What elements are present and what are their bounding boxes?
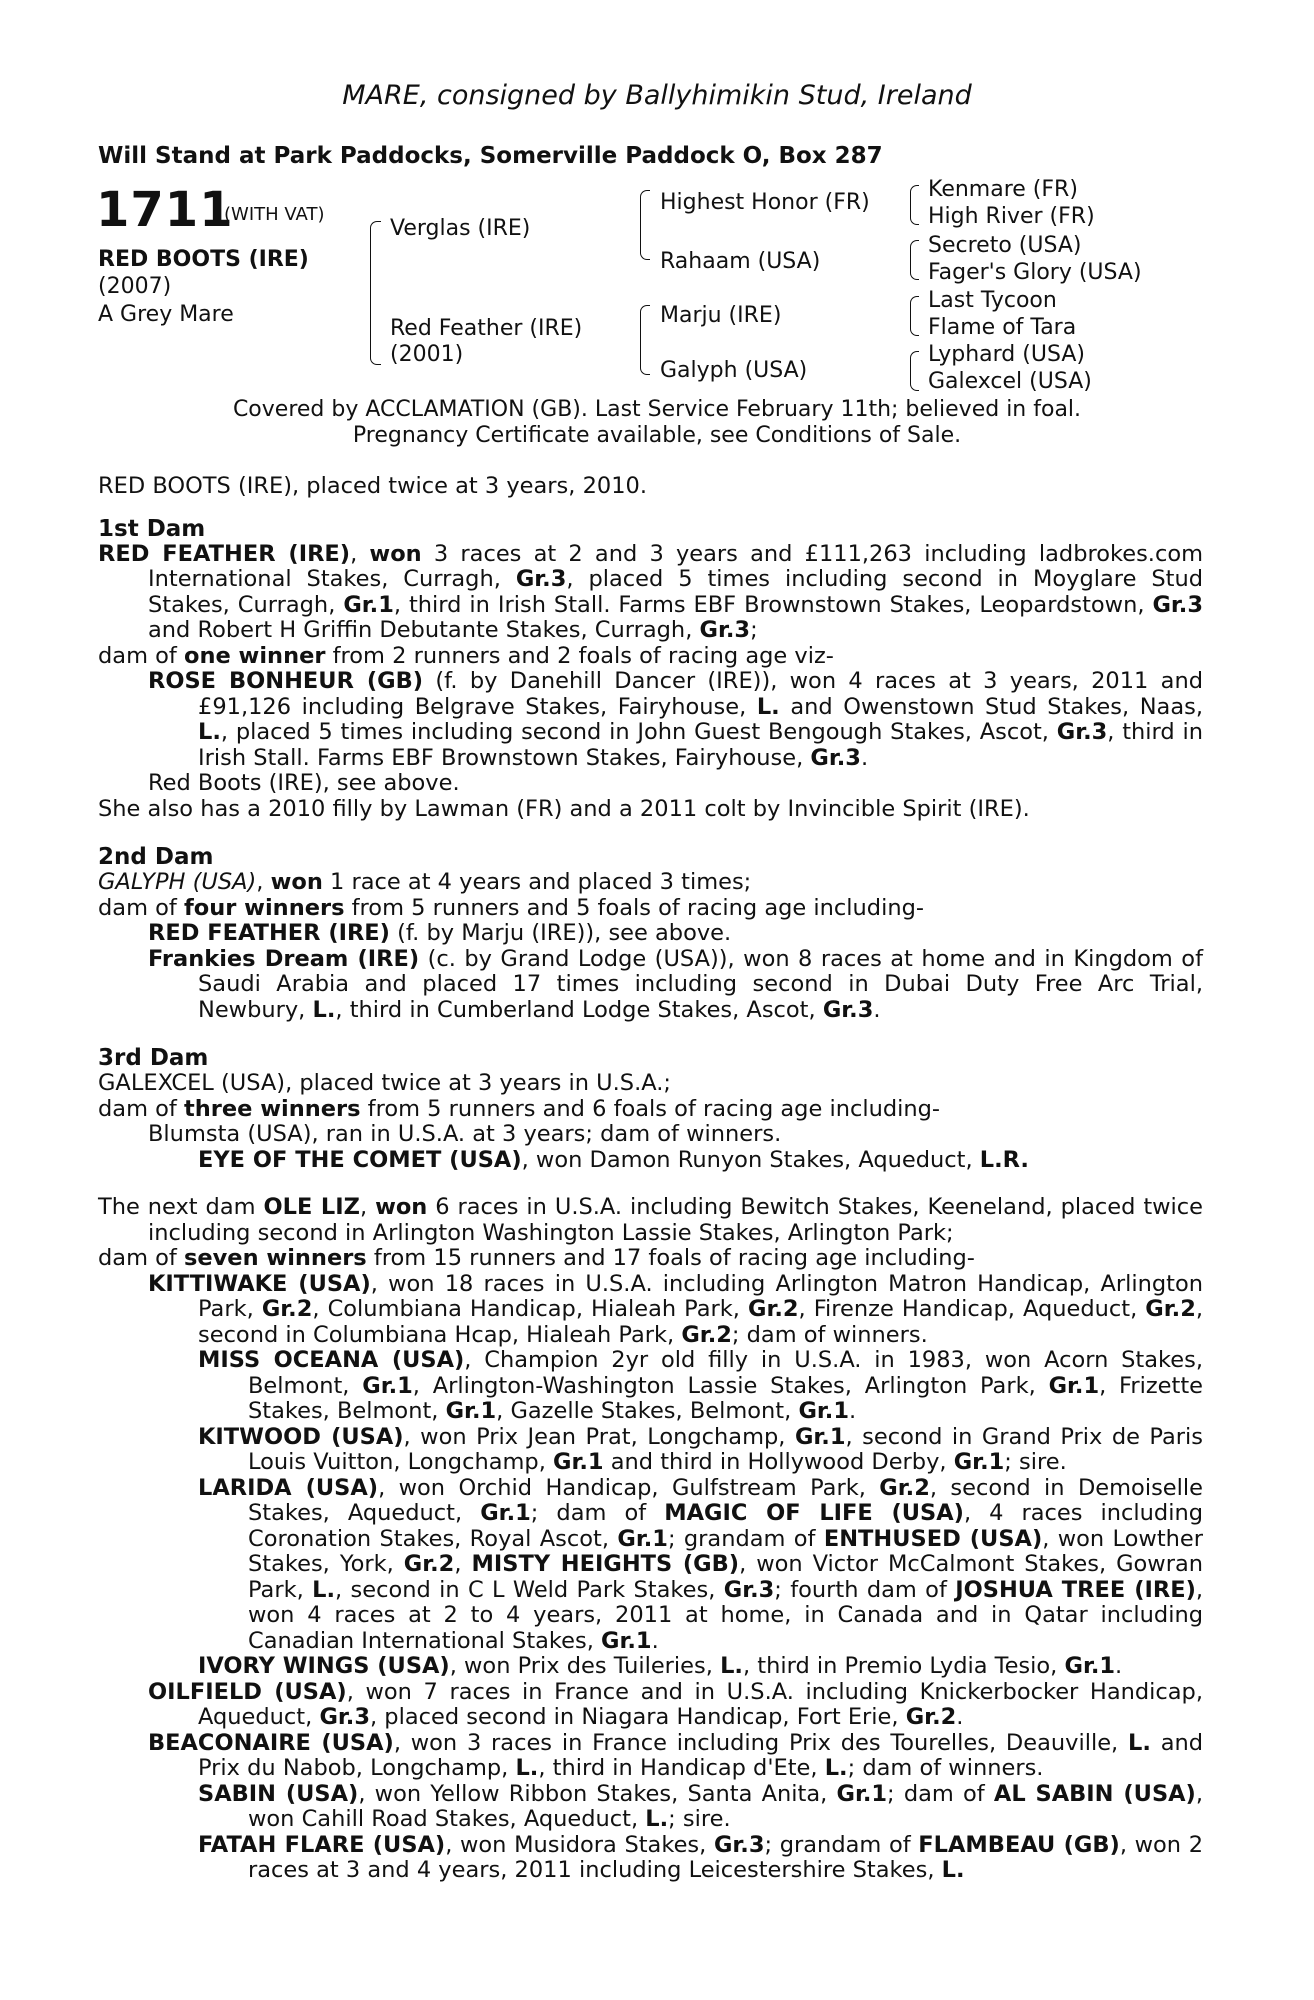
produce-name: FLAMBEAU (GB) bbox=[918, 1831, 1120, 1858]
winners-count: one winner bbox=[183, 642, 326, 669]
grade: L. bbox=[1128, 1729, 1151, 1756]
pregnancy-line: Pregnancy Certificate available, see Conditions of Sale. bbox=[352, 423, 962, 448]
produce-entry bbox=[98, 1782, 1203, 1833]
first-dam-heading: 1st Dam bbox=[98, 515, 206, 542]
grade: Gr.1 bbox=[362, 1372, 413, 1399]
horse-year: (2007) bbox=[98, 274, 172, 299]
text: and Owenstown Stud Stakes, Naas, bbox=[790, 693, 1204, 720]
text: , won 7 races in France and in U.S.A. including Knickerbocker Handicap, Aqueduct, bbox=[198, 1678, 1203, 1730]
sire: Verglas (IRE) bbox=[390, 216, 531, 241]
dam-name: OLE LIZ bbox=[263, 1194, 360, 1220]
second-dam-heading: 2nd Dam bbox=[98, 844, 214, 870]
text: ; dam of winners. bbox=[731, 1321, 928, 1348]
grade: Gr.2 bbox=[261, 1296, 313, 1322]
lot-number: 1711 bbox=[96, 182, 234, 238]
grade: Gr.1 bbox=[798, 1398, 849, 1424]
grade: Gr.1 bbox=[601, 1627, 652, 1654]
text: , second in C L Weld Park Stakes, bbox=[335, 1576, 716, 1603]
text: (c. by Grand Lodge (USA)), won 8 races at home and in Kingdom of Saudi Arabia and placed 17 times including second in Dubai Duty Free Arc Trial, Newbury, bbox=[198, 945, 1203, 1023]
text: , third in Irish Stall. Farms EBF Brownstown Stakes, Fairyhouse, bbox=[198, 719, 1203, 771]
produce-entry bbox=[98, 921, 1203, 947]
pedigree-brace-3 bbox=[640, 305, 650, 375]
grade: Gr.2 bbox=[747, 1296, 799, 1322]
produce-name: KITTIWAKE (USA) bbox=[148, 1270, 371, 1297]
grade: L. bbox=[312, 996, 336, 1023]
grandparent-6: Flame of Tara bbox=[928, 315, 1077, 340]
text: (f. by Danehill Dancer (IRE)), won 4 races at 3 years, 2011 and £91,126 including Belgrave Stakes, Fairyhouse, bbox=[198, 668, 1203, 720]
produce-name: BEACONAIRE (USA) bbox=[148, 1729, 394, 1756]
produce-name: Frankies Dream (IRE) bbox=[148, 945, 420, 972]
third-dam-record: GALEXCEL (USA), placed twice at 3 years in U.S.A.; bbox=[98, 1070, 671, 1096]
grade: Gr.2 bbox=[879, 1474, 930, 1501]
dam-name: RED FEATHER (IRE) bbox=[98, 540, 351, 567]
text: (f. by Marju (IRE)), see above. bbox=[397, 920, 732, 946]
produce-entry bbox=[98, 1272, 1203, 1349]
text: from 15 runners and 17 foals of racing age including- bbox=[373, 1245, 975, 1271]
sire-sire: Highest Honor (FR) bbox=[660, 190, 870, 215]
grade: L. bbox=[515, 1755, 539, 1781]
text: , won 2 races at 3 and 4 years, 2011 including Leicestershire Stakes, bbox=[248, 1831, 1204, 1883]
sire-dam: Rahaam (USA) bbox=[660, 249, 821, 274]
produce-name: JOSHUA TREE (IRE) bbox=[955, 1576, 1196, 1603]
grade: Gr.3 bbox=[699, 617, 751, 643]
pedigree-brace-2 bbox=[640, 190, 650, 260]
text: ; fourth dam of bbox=[774, 1576, 947, 1603]
text: from 5 runners and 6 foals of racing age including- bbox=[367, 1095, 941, 1122]
record-text: , placed 5 times including second in Moyglare Stud Stakes, Curragh, bbox=[148, 566, 1203, 618]
pedigree-brace-5 bbox=[910, 240, 919, 280]
grade: Gr.1 bbox=[953, 1449, 1005, 1475]
text: from 5 runners and 5 foals of racing age including- bbox=[351, 894, 925, 921]
won-label: won bbox=[369, 540, 422, 567]
grade: L. bbox=[720, 1653, 743, 1679]
produce-name: OILFIELD (USA) bbox=[148, 1678, 347, 1705]
text: dam of bbox=[98, 1095, 177, 1122]
grade: L.R. bbox=[979, 1146, 1029, 1173]
text: , Columbiana Handicap, Hialeah Park, bbox=[312, 1296, 740, 1322]
produce-name: MISTY HEIGHTS (GB) bbox=[471, 1551, 740, 1577]
produce-name: SABIN (USA) bbox=[198, 1780, 359, 1807]
text: , Arlington-Washington Lassie Stakes, Arlington Park, bbox=[412, 1372, 1036, 1399]
text: , second in Grand Prix de Paris Louis Vuitton, Longchamp, bbox=[248, 1423, 1203, 1475]
text: , second in Demoiselle Stakes, Aqueduct, bbox=[248, 1474, 1203, 1526]
dam-dam: Galyph (USA) bbox=[660, 358, 808, 383]
produce-name: FATAH FLARE (USA) bbox=[198, 1831, 446, 1858]
text: , placed second in Niagara Handicap, Fort Erie, bbox=[370, 1704, 899, 1730]
second-dam-record: GALYPH (USA), won 1 race at 4 years and placed 3 times; bbox=[98, 869, 752, 895]
second-dam-produce bbox=[98, 896, 1203, 922]
winners-count: seven winners bbox=[183, 1245, 367, 1271]
text: 6 races in U.S.A. including Bewitch Stakes, Keeneland, placed twice including second in Arlington Washington Lassie Stakes, Arlington Park; bbox=[148, 1194, 1204, 1246]
produce-entry bbox=[98, 1833, 1203, 1884]
record-text: and Robert H Griffin Debutante Stakes, Curragh, bbox=[148, 617, 693, 643]
text: , third in Premio Lydia Tesio, bbox=[742, 1653, 1058, 1679]
second-dam-section bbox=[98, 844, 1203, 1023]
winners-count: three winners bbox=[183, 1095, 361, 1122]
text: , second in Columbiana Hcap, Hialeah Park, bbox=[198, 1296, 1204, 1348]
grade: Gr.2 bbox=[905, 1704, 957, 1730]
text: , placed 5 times including second in John Guest Bengough Stakes, Ascot, bbox=[220, 719, 1049, 745]
grade: Gr.3 bbox=[723, 1576, 775, 1603]
pedigree-brace-6 bbox=[910, 296, 919, 336]
first-dam-produce bbox=[98, 644, 1203, 670]
text: , won Yellow Ribbon Stakes, Santa Anita, bbox=[358, 1780, 828, 1807]
page-title: MARE, consigned by Ballyhimikin Stud, Ireland bbox=[342, 80, 972, 111]
grade: Gr.2 bbox=[681, 1321, 732, 1348]
grade: Gr.3 bbox=[515, 566, 567, 592]
produce-entry bbox=[98, 1425, 1203, 1476]
text: ; sire. bbox=[668, 1806, 731, 1832]
text: , won Victor McCalmont Stakes, Gowran Park, bbox=[248, 1551, 1203, 1603]
text: , Gazelle Stakes, Belmont, bbox=[496, 1398, 792, 1424]
text: , Firenze Handicap, Aqueduct, bbox=[798, 1296, 1138, 1322]
grandparent-4: Fager's Glory (USA) bbox=[928, 260, 1142, 285]
third-dam-heading: 3rd Dam bbox=[98, 1045, 209, 1071]
pedigree-brace-4 bbox=[910, 185, 919, 225]
text: , third in Cumberland Lodge Stakes, Ascot, bbox=[335, 996, 816, 1023]
produce-entry: Red Boots (IRE), see above. bbox=[148, 770, 460, 796]
won-label: won bbox=[270, 869, 323, 895]
grade: Gr.2 bbox=[1145, 1296, 1196, 1322]
catalogue-body bbox=[98, 474, 1203, 1884]
winners-count: four winners bbox=[183, 894, 345, 921]
produce-name: ENTHUSED (USA) bbox=[823, 1525, 1043, 1552]
produce-name: ROSE BONHEUR (GB) bbox=[148, 668, 424, 694]
text: dam of bbox=[98, 642, 177, 669]
grade: Gr.1 bbox=[553, 1449, 604, 1475]
produce-entry: MISS OCEANA (USA), Champion 2yr old filly in U.S.A. in 1983, won Acorn Stakes, Belmont, Gr.1, Arlington-Washington Lassie Stakes, Arlington Park, Gr.1, Frizette Stakes, Belmont, Gr.1, Gazelle Stakes, Belmont, Gr.1. bbox=[198, 1347, 1203, 1424]
grade: L. bbox=[645, 1806, 669, 1832]
produce-entry: LARIDA (USA), won Orchid Handicap, Gulfstream Park, Gr.2, second in Demoiselle Stakes, Aqueduct, Gr.1; dam of MAGIC OF LIFE (USA), 4 races including Coronation Stakes, Royal Ascot, Gr.1; grandam of ENTHUSED (USA), won Lowther Stakes, York, Gr.2, MISTY HEIGHTS (GB), won Victor McCalmont Stakes, Gowran Park, L., second in C L Weld Park Stakes, Gr.3; fourth dam of JOSHUA TREE (IRE), won 4 races at 2 to 4 years, 2011 at home, in Canada and in Qatar including Canadian International Stakes, Gr.1. bbox=[198, 1474, 1204, 1654]
text: , won Damon Runyon Stakes, Aqueduct, bbox=[521, 1146, 973, 1173]
text: , won 3 races in France including Prix des Tourelles, Deauville, bbox=[393, 1729, 1119, 1756]
text: , won Prix des Tuileries, bbox=[449, 1653, 713, 1679]
grandparent-2: High River (FR) bbox=[928, 204, 1095, 229]
grade: Gr.1 bbox=[343, 591, 394, 618]
pedigree-brace-7 bbox=[910, 351, 919, 391]
covered-line: Covered by ACCLAMATION (GB). Last Service February 11th; believed in foal. bbox=[232, 397, 1082, 422]
record-text: , third in Irish Stall. Farms EBF Brownstown Stakes, Leopardstown, bbox=[393, 591, 1145, 618]
dam: Red Feather (IRE) bbox=[390, 316, 583, 341]
grade: Gr.3 bbox=[713, 1831, 765, 1858]
grade: Gr.1 bbox=[794, 1423, 846, 1450]
grandparent-5: Last Tycoon bbox=[928, 288, 1057, 313]
text: ; dam of winners. bbox=[847, 1755, 1044, 1781]
produce-name: MISS OCEANA (USA) bbox=[198, 1347, 465, 1373]
produce-entry bbox=[98, 1731, 1203, 1782]
grade: Gr.1 bbox=[445, 1398, 497, 1424]
grade: Gr.3 bbox=[1152, 591, 1203, 618]
grade: L. bbox=[756, 693, 780, 720]
text: ; dam of bbox=[887, 1780, 985, 1807]
third-dam-produce bbox=[98, 1097, 1203, 1123]
next-dam-produce bbox=[98, 1246, 1203, 1272]
vat-note: (WITH VAT) bbox=[224, 204, 325, 225]
first-dam-record: RED FEATHER (IRE), won 3 races at 2 and 3 years and £111,263 including ladbrokes.com International Stakes, Curragh, Gr.3, placed 5 times including second in Moyglare Stud Stakes, Curragh, Gr.1, third in Irish Stall. Farms EBF Brownstown Stakes, Leopardstown, Gr.3 and Robert H Griffin Debutante Stakes, Curragh, Gr.3; bbox=[98, 540, 1204, 643]
text: , won 4 races at 2 to 4 years, 2011 at home, in Canada and in Qatar including Canadian International Stakes, bbox=[248, 1576, 1204, 1654]
grade: Gr.1 bbox=[480, 1500, 531, 1526]
text: , won 18 races in U.S.A. including Arlington Matron Handicap, Arlington Park, bbox=[198, 1270, 1203, 1322]
text: The next dam bbox=[98, 1194, 256, 1220]
produce-name: RED FEATHER (IRE) bbox=[148, 920, 390, 946]
text: , won Musidora Stakes, bbox=[445, 1831, 707, 1858]
grade: L. bbox=[312, 1576, 336, 1603]
produce-name: MAGIC OF LIFE (USA) bbox=[664, 1500, 964, 1526]
text: 1 race at 4 years and placed 3 times; bbox=[330, 869, 752, 895]
first-dam-section bbox=[98, 516, 1203, 823]
text: ; dam of bbox=[530, 1500, 647, 1526]
produce-name: EYE OF THE COMET (USA) bbox=[198, 1146, 522, 1173]
grade: Gr.3 bbox=[810, 744, 861, 771]
grade: L. bbox=[941, 1857, 965, 1883]
horse-description: A Grey Mare bbox=[98, 302, 234, 327]
dam-sire: Marju (IRE) bbox=[660, 303, 782, 328]
pedigree-brace-1 bbox=[370, 221, 381, 365]
text: , Frizette Stakes, Belmont, bbox=[248, 1372, 1203, 1424]
produce-name: LARIDA (USA) bbox=[198, 1474, 379, 1501]
produce-name: IVORY WINGS (USA) bbox=[198, 1653, 450, 1679]
text: , won Orchid Handicap, Gulfstream Park, bbox=[378, 1474, 866, 1501]
grade: Gr.1 bbox=[1048, 1372, 1100, 1399]
text: , Champion 2yr old filly in U.S.A. in 1983, won Acorn Stakes, Belmont, bbox=[248, 1347, 1203, 1399]
grade: Gr.3 bbox=[319, 1704, 370, 1730]
produce-entry: Blumsta (USA), ran in U.S.A. at 3 years; dam of winners. bbox=[148, 1121, 782, 1147]
won-label: won bbox=[375, 1194, 428, 1220]
grandparent-8: Galexcel (USA) bbox=[928, 369, 1092, 394]
produce-name: AL SABIN (USA) bbox=[993, 1780, 1196, 1807]
text: ; grandam of bbox=[667, 1525, 816, 1552]
text: dam of bbox=[98, 1245, 177, 1271]
text: , won Cahill Road Stakes, Aqueduct, bbox=[248, 1780, 1203, 1832]
third-dam-section bbox=[98, 1045, 1203, 1173]
grade: Gr.1 bbox=[836, 1780, 888, 1807]
produce-name: KITWOOD (USA) bbox=[198, 1423, 404, 1450]
produce-entry: IVORY WINGS (USA), won Prix des Tuileries, L., third in Premio Lydia Tesio, Gr.1. bbox=[198, 1653, 1123, 1679]
grade: Gr.1 bbox=[617, 1525, 668, 1552]
produce-entry: OILFIELD (USA), won 7 races in France and in U.S.A. including Knickerbocker Handicap, Aqueduct, Gr.3, placed second in Niagara Handicap, Fort Erie, Gr.2. bbox=[148, 1678, 1203, 1730]
text: , 4 races including Coronation Stakes, Royal Ascot, bbox=[248, 1500, 1204, 1552]
text: and Prix du Nabob, Longchamp, bbox=[198, 1729, 1204, 1781]
dam-name: GALYPH (USA) bbox=[98, 869, 257, 895]
next-dam-record: The next dam OLE LIZ, won 6 races in U.S.A. including Bewitch Stakes, Keeneland, placed twice including second in Arlington Washington Lassie Stakes, Arlington Park; bbox=[98, 1194, 1204, 1246]
text: and third in Hollywood Derby, bbox=[610, 1449, 947, 1475]
grade: L. bbox=[198, 719, 221, 745]
text: , won Prix Jean Prat, Longchamp, bbox=[403, 1423, 786, 1450]
text: from 2 runners and 2 foals of racing age viz- bbox=[332, 642, 834, 669]
text: ; sire. bbox=[1004, 1449, 1067, 1475]
grade: Gr.2 bbox=[403, 1551, 455, 1577]
produce-entry bbox=[98, 1148, 1203, 1174]
grandparent-7: Lyphard (USA) bbox=[928, 342, 1085, 367]
grandparent-3: Secreto (USA) bbox=[928, 233, 1082, 258]
horse-name: RED BOOTS (IRE) bbox=[98, 247, 309, 272]
text: , third in Handicap d'Ete, bbox=[538, 1755, 818, 1781]
next-dam-section bbox=[98, 1195, 1203, 1884]
produce-entry: Frankies Dream (IRE) (c. by Grand Lodge (USA)), won 8 races at home and in Kingdom of Saudi Arabia and placed 17 times including second in Dubai Duty Free Arc Trial, Newbury, L., third in Cumberland Lodge Stakes, Ascot, Gr.3. bbox=[148, 945, 1203, 1023]
grandparent-1: Kenmare (FR) bbox=[928, 177, 1078, 202]
stand-location: Will Stand at Park Paddocks, Somerville Paddock O, Box 287 bbox=[98, 143, 883, 169]
text: ; grandam of bbox=[764, 1831, 911, 1858]
grade: Gr.1 bbox=[1064, 1653, 1116, 1679]
grade: L. bbox=[824, 1755, 848, 1781]
grade: Gr.3 bbox=[822, 996, 874, 1023]
also-line: She also has a 2010 filly by Lawman (FR) and a 2011 colt by Invincible Spirit (IRE). bbox=[98, 795, 1030, 822]
intro-line: RED BOOTS (IRE), placed twice at 3 years, 2010. bbox=[98, 473, 647, 499]
produce-entry: ROSE BONHEUR (GB) (f. by Danehill Dancer (IRE)), won 4 races at 3 years, 2011 and £91,126 including Belgrave Stakes, Fairyhouse, L. and Owenstown Stud Stakes, Naas, L., placed 5 times including second in John Guest Bengough Stakes, Ascot, Gr.3, third in Irish Stall. Farms EBF Brownstown Stakes, Fairyhouse, Gr.3. bbox=[148, 668, 1204, 771]
grade: Gr.3 bbox=[1056, 719, 1108, 745]
text: , won Lowther Stakes, York, bbox=[248, 1525, 1203, 1577]
record-text: 3 races at 2 and 3 years and £111,263 including ladbrokes.com International Stakes, Curragh, bbox=[148, 540, 1204, 592]
text: dam of bbox=[98, 894, 177, 921]
dam-year: (2001) bbox=[390, 342, 464, 367]
